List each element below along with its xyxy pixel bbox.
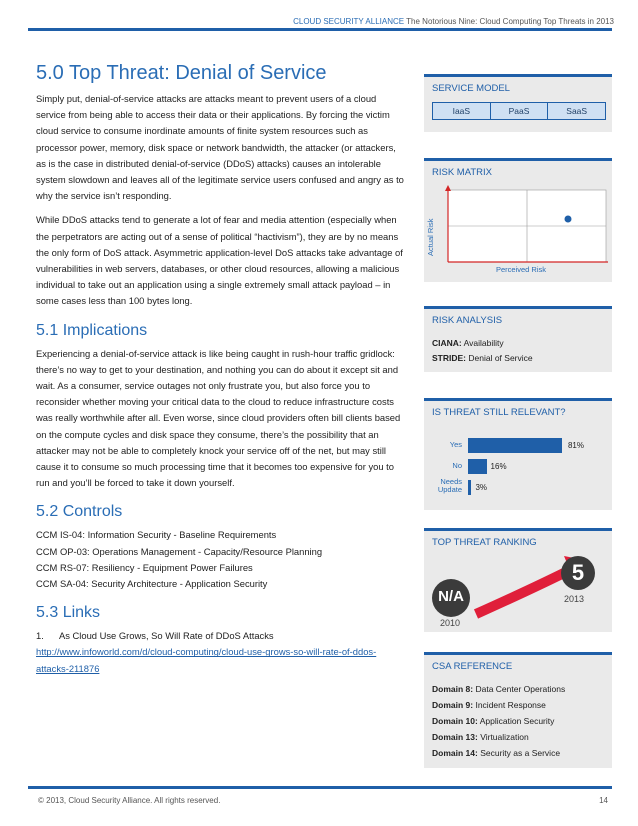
y-axis-arrowhead	[445, 185, 451, 191]
domain-label: Domain 10:	[432, 716, 478, 726]
link-entry	[36, 628, 408, 677]
header-rule	[28, 28, 612, 31]
bar	[468, 480, 471, 495]
ranking-panel	[424, 528, 612, 632]
stride-line	[432, 353, 533, 363]
control-item: CCM OP-03: Operations Management - Capacity/Resource Planning	[36, 545, 323, 557]
domain-label: Domain 9:	[432, 700, 474, 710]
csa-reference-panel	[424, 652, 612, 768]
csa-reference-item	[432, 732, 529, 742]
stride-value: Denial of Service	[468, 353, 533, 363]
relevance-panel	[424, 398, 612, 510]
control-item: CCM RS-07: Resiliency - Equipment Power Failures	[36, 561, 253, 573]
csa-reference-item	[432, 716, 554, 726]
bar	[468, 438, 562, 453]
csa-reference-item	[432, 748, 560, 758]
risk-matrix-x-label: Perceived Risk	[496, 265, 547, 274]
paragraph-intro: Simply put, denial-of-service attacks are attacks meant to prevent users of a cloud service from being able to access their data or their applications. By forcing the victim cloud service to consume inordinate amounts of finite system resources such as processor power, memory, disk space or network bandwidth, the attacker (or attackers, as is the case in distributed denial-of-service (DDoS) attacks) causes an intolerable system slowdown and leaves all of the legitimate service users confused and angry as to why the service isn’t responding.	[36, 93, 404, 202]
paragraph-ddos: While DDoS attacks tend to generate a lot of fear and media attention (especially when the perpetrators are acting out of a sense of political “hactivism”), they are by no means the only form of DoS attack. Asymmetric application-level DoS attacks take advantage of vulnerabilities in web servers, databases, or other cloud resources, allowing a malicious individual to take out an application using a single extremely small attack payload – in some cases less than 100 bytes long.	[36, 214, 403, 307]
panel-rule	[424, 652, 612, 655]
domain-value: Security as a Service	[480, 748, 561, 758]
running-header	[293, 17, 614, 26]
section-heading-controls: 5.2 Controls	[36, 503, 123, 521]
domain-label: Domain 8:	[432, 684, 474, 694]
link-title: As Cloud Use Grows, So Will Rate of DDoS Attacks	[58, 630, 274, 642]
control-item: CCM IS-04: Information Security - Baseline Requirements	[36, 529, 277, 541]
paragraph-implications: Experiencing a denial-of-service attack is like being caught in rush-hour traffic gridlock: there’s no way to get to your destination, and nothing you can do about it except sit and wait. As a consumer, service outages not only frustrate you, but also force you to reconsider whether moving your critical data to the cloud to reduce infrastructure costs was really worthwhile after all. Even worse, since cloud providers often bill clients based on the compute cycles and disk space they consume, there’s the possibility that an attacker may not be able to completely knock your service off of the net, but may still cause it to consume so much processing time that it becomes too expensive for you to run and you’ll be forced to take it down yourself.	[36, 347, 401, 489]
footer-rule	[28, 786, 612, 789]
panel-rule	[424, 398, 612, 401]
bar-value-label: 3%	[475, 483, 488, 492]
service-model-paas: PaaS	[491, 103, 549, 119]
prev-rank: N/A	[438, 588, 464, 605]
csa-reference-title: CSA REFERENCE	[432, 661, 513, 672]
risk-matrix-title: RISK MATRIX	[432, 167, 492, 178]
page-number: 14	[599, 796, 608, 805]
bar-category-label: No	[452, 461, 462, 470]
header-title: The Notorious Nine: Cloud Computing Top Threats in 2013	[406, 17, 614, 26]
header-brand: CLOUD SECURITY ALLIANCE	[293, 17, 405, 26]
section-heading-implications: 5.1 Implications	[36, 321, 148, 339]
link-number: 1.	[36, 630, 44, 642]
panel-rule	[424, 74, 612, 77]
csa-reference-item	[432, 700, 546, 710]
control-item: CCM SA-04: Security Architecture - Application Security	[36, 578, 268, 590]
stride-label: STRIDE:	[432, 353, 466, 363]
section-heading-links: 5.3 Links	[36, 604, 101, 622]
domain-value: Incident Response	[475, 700, 546, 710]
risk-analysis-title: RISK ANALYSIS	[432, 315, 503, 326]
ciana-value: Availability	[463, 338, 504, 348]
ciana-label: CIANA:	[432, 338, 462, 348]
risk-point	[565, 216, 572, 223]
bar-value-label: 81%	[567, 441, 584, 450]
risk-matrix-y-label: Actual Risk	[426, 218, 435, 256]
page-title: 5.0 Top Threat: Denial of Service	[36, 62, 327, 84]
risk-matrix-graphic	[424, 158, 612, 282]
service-model-row	[432, 102, 606, 120]
link-url[interactable]: http://www.infoworld.com/d/cloud-computing/cloud-use-grows-so-will-rate-of-ddos-attacks-211876	[36, 646, 377, 674]
service-model-saas: SaaS	[548, 103, 605, 119]
domain-value: Virtualization	[480, 732, 529, 742]
domain-label: Domain 14:	[432, 748, 478, 758]
risk-analysis-panel	[424, 306, 612, 372]
prev-year: 2010	[440, 618, 461, 628]
bar	[468, 459, 487, 474]
ranking-title: TOP THREAT RANKING	[432, 537, 537, 548]
bar-value-label: 16%	[490, 462, 507, 471]
service-model-title: SERVICE MODEL	[432, 83, 510, 94]
bar-category-label: Yes	[449, 440, 462, 449]
rank-value: 5	[571, 560, 585, 585]
risk-matrix-panel	[424, 158, 612, 282]
panel-rule	[424, 306, 612, 309]
bar-category-label: Needs Update	[437, 477, 462, 494]
main-column	[36, 62, 408, 677]
ciana-line	[432, 338, 504, 348]
rank-year: 2013	[564, 594, 585, 604]
domain-value: Data Center Operations	[475, 684, 566, 694]
ranking-arrow-icon	[476, 568, 574, 614]
service-model-iaas: IaaS	[433, 103, 491, 119]
footer-copyright: © 2013, Cloud Security Alliance. All rights reserved.	[38, 796, 221, 805]
service-model-panel	[424, 74, 612, 132]
domain-value: Application Security	[479, 716, 555, 726]
relevance-title: IS THREAT STILL RELEVANT?	[432, 407, 566, 418]
csa-reference-item	[432, 684, 565, 694]
domain-label: Domain 13:	[432, 732, 478, 742]
